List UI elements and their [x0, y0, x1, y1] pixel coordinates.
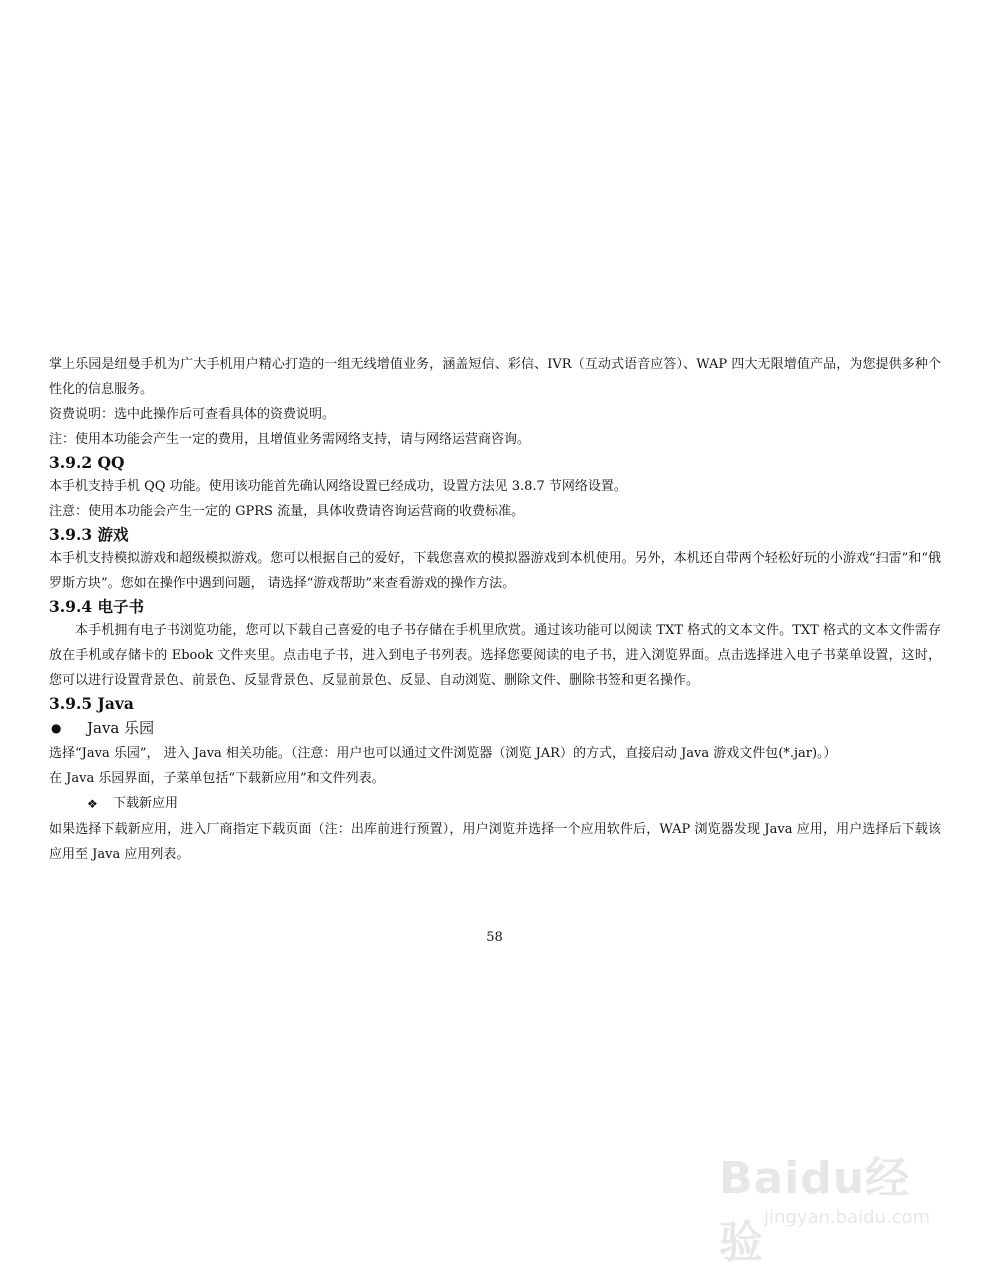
document-body [49, 352, 941, 867]
usage-note: 注：使用本功能会产生一定的费用，且增值业务需网络支持，请与网络运营商咨询。 [49, 432, 531, 447]
ebook-paragraph: 本手机拥有电子书浏览功能，您可以下载自己喜爱的电子书存储在手机里欣赏。通过该功能可以阅读 TXT 格式的文本文件。TXT 格式的文本文件需存放在手机或存储卡的 Ebook 文件夹里。点击电子书，进入到电子书列表。选择您要阅读的电子书，进入浏览界面。点击选择进入电子书菜单设置，这时，您可以进行设置背景色、前景色、反显背景色、反显前景色、反显、自动浏览、删除文件、删除书签和更名操作。 [49, 623, 941, 688]
qq-paragraph: 本手机支持手机 QQ 功能。使用该功能首先确认网络设置已经成功，设置方法见 3.8.7 节网络设置。 [49, 479, 627, 494]
sub-bullet-label: 下载新应用 [113, 796, 179, 811]
section-heading-java: 3.9.5 Java [49, 694, 134, 713]
watermark-logo: Baidu经验 [719, 1153, 911, 1268]
bullet-item-java-park [49, 715, 941, 741]
qq-note: 注意：使用本功能会产生一定的 GPRS 流量，具体收费请咨询运营商的收费标准。 [49, 504, 525, 519]
baidu-watermark [709, 1132, 949, 1268]
java-paragraph-3: 如果选择下载新应用，进入厂商指定下载页面（注：出库前进行预置），用户浏览并选择一个应用软件后，WAP 浏览器发现 Java 应用，用户选择后下载该应用至 Java 应用列表。 [49, 822, 941, 862]
watermark-url: jingyan.baidu.com [764, 1207, 931, 1228]
section-heading-qq: 3.9.2 QQ [49, 453, 125, 472]
sub-bullet-item-download [49, 791, 941, 817]
java-paragraph-2: 在 Java 乐园界面，子菜单包括“下载新应用”和文件列表。 [49, 771, 385, 786]
page-number: 58 [486, 930, 503, 945]
intro-paragraph: 掌上乐园是纽曼手机为广大手机用户精心打造的一组无线增值业务，涵盖短信、彩信、IVR（互动式语音应答）、WAP 四大无限增值产品，为您提供多种个性化的信息服务。 [49, 357, 941, 397]
java-paragraph-1: 选择“Java 乐园”， 进入 Java 相关功能。（注意：用户也可以通过文件浏览器（浏览 JAR）的方式，直接启动 Java 游戏文件包(*.jar)。） [49, 746, 837, 761]
bullet-label: Java 乐园 [87, 719, 155, 737]
fee-note: 资费说明：选中此操作后可查看具体的资费说明。 [49, 407, 336, 422]
diamond-bullet-icon: ❖ [87, 797, 98, 811]
section-heading-ebook: 3.9.4 电子书 [49, 597, 145, 616]
bullet-icon: ● [51, 721, 62, 735]
section-heading-games: 3.9.3 游戏 [49, 525, 129, 544]
games-paragraph: 本手机支持模拟游戏和超级模拟游戏。您可以根据自己的爱好，下载您喜欢的模拟器游戏到本机使用。另外，本机还自带两个轻松好玩的小游戏“扫雷”和“俄罗斯方块”。您如在操作中遇到问题， 请选择“游戏帮助”来查看游戏的操作方法。 [49, 551, 941, 591]
